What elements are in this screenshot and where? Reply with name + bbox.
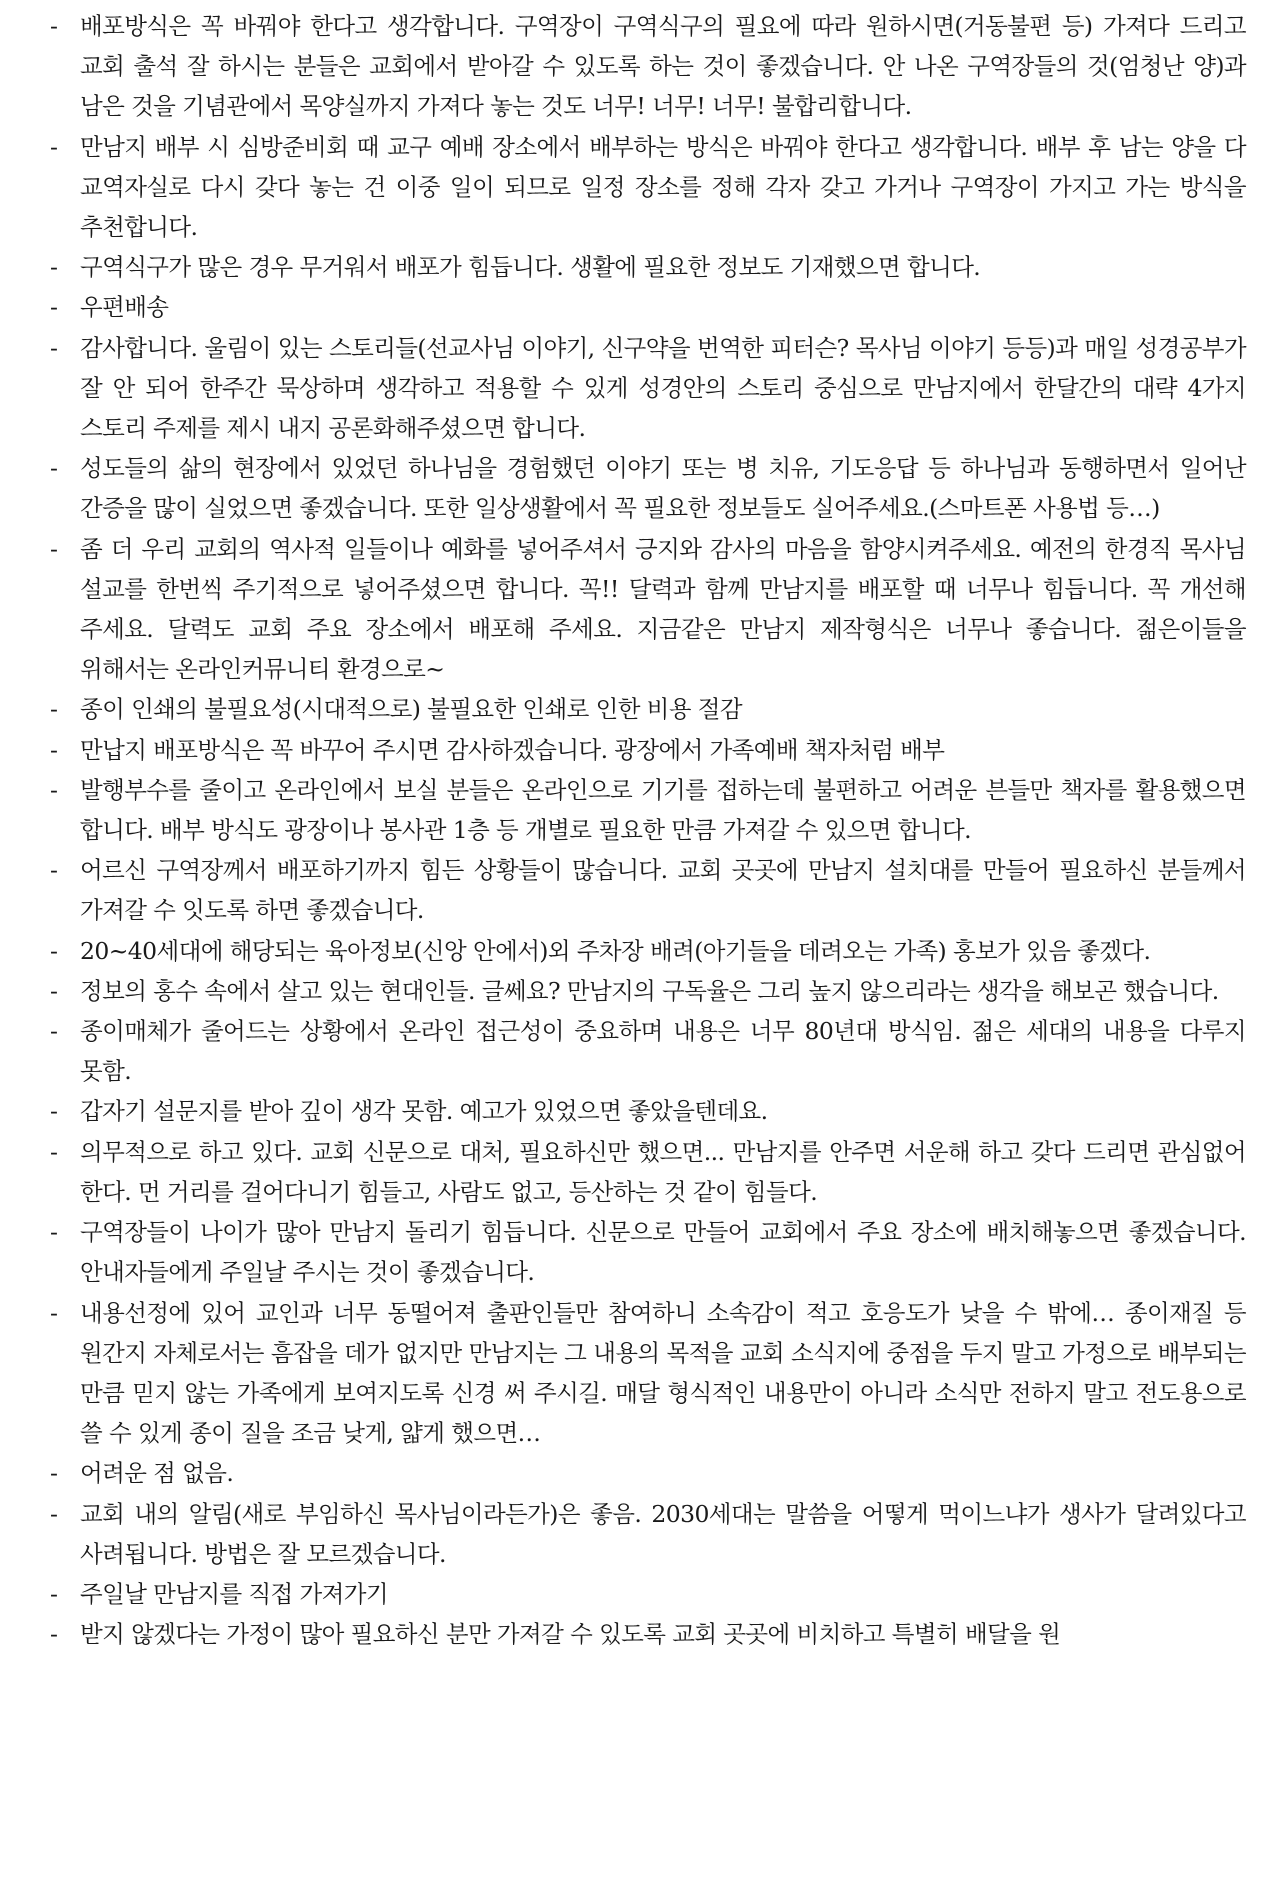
list-item (50, 689, 1246, 729)
bullet-dash: - (50, 534, 58, 563)
list-item-text: 정보의 홍수 속에서 살고 있는 현대인들. 글쎄요? 만남지의 구독율은 그리 높지 않으리라는 생각을 해보곤 했습니다. (80, 976, 1219, 1005)
list-item (50, 1614, 1246, 1654)
list-item-text: 의무적으로 하고 있다. 교회 신문으로 대처, 필요하신만 했으면... 만남지를 안주면 서운해 하고 갖다 드리면 관심없어 한다. 먼 거리를 걸어다니기 힘들고, 사람도 없고, 등산하는 것 같이 힘들다. (80, 1137, 1246, 1206)
list-item-text: 교회 내의 알림(새로 부임하신 목사님이라든가)은 좋음. 2030세대는 말씀을 어떻게 먹이느냐가 생사가 달려있다고 사려됩니다. 방법은 잘 모르겠습니다. (80, 1499, 1246, 1568)
list-item-text: 어려운 점 없음. (80, 1459, 234, 1488)
list-item (50, 931, 1246, 971)
list-item-text: 좀 더 우리 교회의 역사적 일들이나 예화를 넣어주셔서 긍지와 감사의 마음을 함양시켜주세요. 예전의 한경직 목사님 설교를 한번씩 주기적으로 넣어주셨으면 합니다. 꼭!! 달력과 함께 만남지를 배포할 때 너무나 힘듭니다. 꼭 개선해 주세요. 달력도 교회 주요 장소에서 배포해 주세요. 지금같은 만남지 제작형식은 너무나 좋습니다. 젊은이들을 위해서는 온라인커뮤니티 환경으로~ (80, 534, 1246, 684)
list-item (50, 1212, 1246, 1292)
bullet-dash: - (50, 735, 58, 764)
bullet-dash: - (50, 1459, 58, 1488)
list-item-text: 받지 않겠다는 가정이 많아 필요하신 분만 가져갈 수 있도록 교회 곳곳에 비치하고 특별히 배달을 원 (80, 1620, 1061, 1649)
list-item (50, 1091, 1246, 1131)
list-item-text: 배포방식은 꼭 바꿔야 한다고 생각합니다. 구역장이 구역식구의 필요에 따라 원하시면(거동불편 등) 가져다 드리고 교회 출석 잘 하시는 분들은 교회에서 받아갈 수 있도록 하는 것이 좋겠습니다. 안 나온 구역장들의 것(엄청난 양)과 남은 것을 기념관에서 목양실까지 가져다 놓는 것도 너무! 너무! 너무! 불합리합니다. (80, 12, 1246, 121)
bullet-dash: - (50, 775, 58, 804)
list-item (50, 1293, 1246, 1454)
bullet-dash: - (50, 253, 58, 282)
bullet-dash: - (50, 936, 58, 965)
list-item (50, 971, 1246, 1011)
bullet-dash: - (50, 12, 58, 40)
list-item-text: 감사합니다. 울림이 있는 스토리들(선교사님 이야기, 신구약을 번역한 피터슨? 목사님 이야기 등등)과 매일 성경공부가 잘 안 되어 한주간 묵상하며 생각하고 적용할 수 있게 성경안의 스토리 중심으로 만남지에서 한달간의 대략 4가지 스토리 주제를 제시 내지 공론화해주셨으면 합니다. (80, 333, 1246, 443)
list-item-text: 만남지 배부 시 심방준비회 때 교구 예배 장소에서 배부하는 방식은 바꿔야 한다고 생각합니다. 배부 후 남는 양을 다 교역자실로 다시 갖다 놓는 건 이중 일이 되므로 일정 장소를 정해 각자 갖고 가거나 구역장이 가지고 가는 방식을 추천합니다. (80, 132, 1246, 242)
bullet-dash: - (50, 1620, 58, 1649)
feedback-list (50, 6, 1246, 1654)
list-item (50, 1011, 1246, 1091)
list-item (50, 328, 1246, 449)
bullet-dash: - (50, 695, 58, 724)
list-item (50, 127, 1246, 248)
bullet-dash: - (50, 856, 58, 885)
bullet-dash: - (50, 1218, 58, 1247)
bullet-dash: - (50, 1137, 58, 1166)
list-item-text: 어르신 구역장께서 배포하기까지 힘든 상황들이 많습니다. 교회 곳곳에 만남지 설치대를 만들어 필요하신 분들께서 가져갈 수 잇도록 하면 좋겠습니다. (80, 856, 1246, 925)
list-item-text: 20~40세대에 해당되는 육아정보(신앙 안에서)외 주차장 배려(아기들을 데려오는 가족) 홍보가 있음 좋겠다. (80, 936, 1151, 965)
list-item (50, 448, 1246, 528)
list-item (50, 247, 1246, 287)
list-item (50, 730, 1246, 770)
list-item (50, 1132, 1246, 1212)
list-item (50, 850, 1246, 930)
list-item (50, 529, 1246, 690)
bullet-dash: - (50, 1499, 58, 1528)
list-item-text: 내용선정에 있어 교인과 너무 동떨어져 출판인들만 참여하니 소속감이 적고 호응도가 낮을 수 밖에… 종이재질 등 원간지 자체로서는 흠잡을 데가 없지만 만남지는 그 내용의 목적을 교회 소식지에 중점을 두지 말고 가정으로 배부되는 만큼 믿지 않는 가족에게 보여지도록 신경 써 주시길. 매달 형식적인 내용만이 아니라 소식만 전하지 말고 전도용으로 쓸 수 있게 종이 질을 조금 낮게, 얇게 했으면… (80, 1298, 1246, 1448)
list-item (50, 6, 1246, 127)
list-item-text: 구역장들이 나이가 많아 만남지 돌리기 힘듭니다. 신문으로 만들어 교회에서 주요 장소에 배치해놓으면 좋겠습니다. 안내자들에게 주일날 주시는 것이 좋겠습니다. (80, 1218, 1246, 1287)
bullet-dash: - (50, 132, 58, 161)
list-item (50, 287, 1246, 327)
bullet-dash: - (50, 1298, 58, 1327)
list-item-text: 발행부수를 줄이고 온라인에서 보실 분들은 온라인으로 기기를 접하는데 불편하고 어려운 븐들만 책자를 활용했으면 합니다. 배부 방식도 광장이나 봉사관 1층 등 개별로 필요한 만큼 가져갈 수 있으면 합니다. (80, 775, 1246, 845)
bullet-dash: - (50, 1097, 58, 1126)
list-item-text: 주일날 만남지를 직접 가져가기 (80, 1579, 388, 1608)
list-item (50, 1494, 1246, 1574)
list-item (50, 1574, 1246, 1614)
bullet-dash: - (50, 1017, 58, 1046)
list-item-text: 종이 인쇄의 불필요성(시대적으로) 불필요한 인쇄로 인한 비용 절감 (80, 695, 742, 724)
list-item-text: 만납지 배포방식은 꼭 바꾸어 주시면 감사하겠습니다. 광장에서 가족예배 책자처럼 배부 (80, 735, 945, 764)
bullet-dash: - (50, 454, 58, 483)
list-item-text: 성도들의 삶의 현장에서 있었던 하나님을 경험했던 이야기 또는 병 치유, 기도응답 등 하나님과 동행하면서 일어난 간증을 많이 실었으면 좋겠습니다. 또한 일상생활에서 꼭 필요한 정보들도 실어주세요.(스마트폰 사용법 등…) (80, 454, 1246, 523)
bullet-dash: - (50, 1579, 58, 1608)
list-item (50, 770, 1246, 850)
list-item (50, 1453, 1246, 1493)
list-item-text: 구역식구가 많은 경우 무거워서 배포가 힘듭니다. 생활에 필요한 정보도 기재했으면 합니다. (80, 253, 981, 282)
list-item-text: 갑자기 설문지를 받아 깊이 생각 못함. 예고가 있었으면 좋았을텐데요. (80, 1097, 768, 1126)
list-item-text: 종이매체가 줄어드는 상황에서 온라인 접근성이 중요하며 내용은 너무 80년대 방식임. 젊은 세대의 내용을 다루지 못함. (80, 1017, 1246, 1086)
bullet-dash: - (50, 333, 58, 362)
list-item-text: 우편배송 (80, 293, 169, 322)
bullet-dash: - (50, 293, 58, 322)
bullet-dash: - (50, 976, 58, 1005)
